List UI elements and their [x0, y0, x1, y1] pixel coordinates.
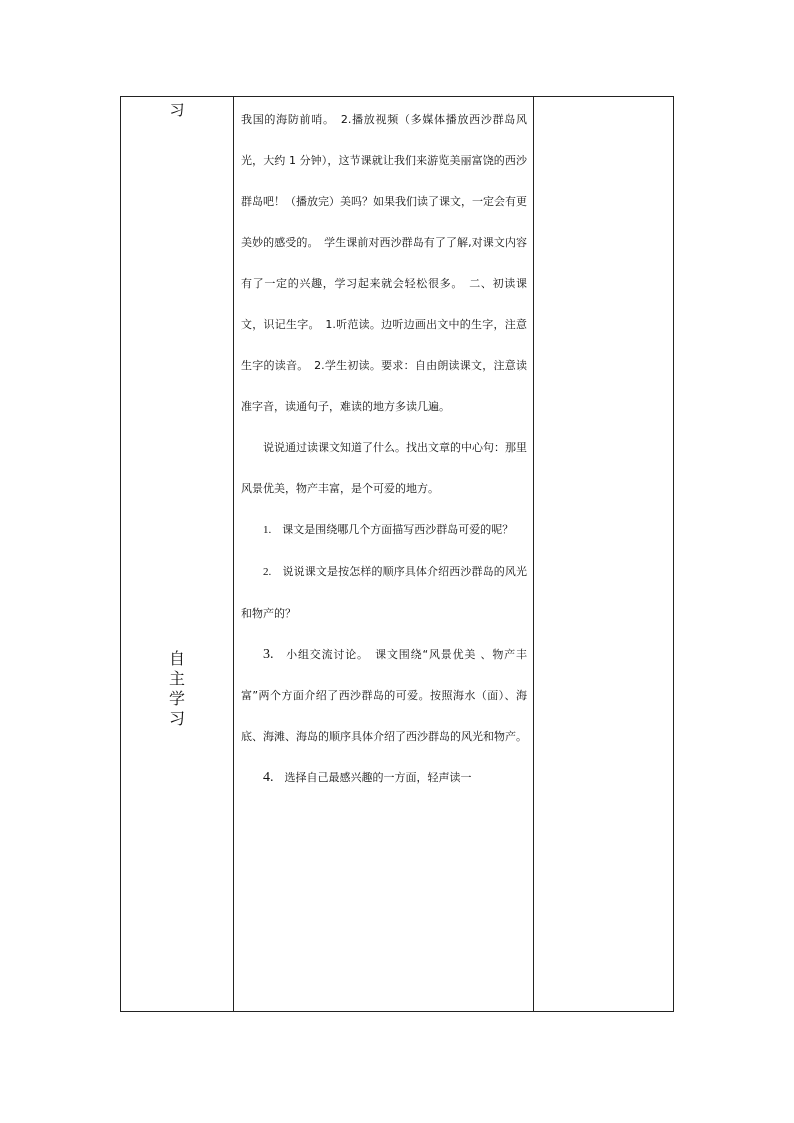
- notes-cell: [534, 97, 674, 1012]
- label-char: 学: [168, 689, 185, 708]
- label-char: 自: [168, 649, 185, 668]
- table-row: [121, 97, 674, 1012]
- intro-paragraph: 我国的海防前哨。 2.播放视频（多媒体播放西沙群岛风光，大约 1 分钟），这节课就让我们来游览美丽富饶的西沙群岛吧！（播放完）美吗？如果我们读了课文，一定会有更美妙的感受的。 学生课前对西沙群岛有了了解,对课文内容有了一定的兴趣，学习起来就会轻松很多。 二、初读课文，识记生字。 1.听范读。边听边画出文中的生字，注意生字的读音。 2.学生初读。要求：自由朗读课文，注意读准字音，读通句子，难读的地方多读几遍。: [241, 113, 527, 413]
- item-number: 1.: [263, 524, 272, 536]
- item-number: 4.: [263, 770, 274, 785]
- item-number: 3.: [263, 647, 274, 662]
- center-sentence-paragraph: 说说通过读课文知道了什么。找出文章的中心句：那里风景优美，物产丰富，是个可爱的地方。: [241, 441, 527, 495]
- question-item-2: [241, 551, 527, 634]
- item-text: 选择自己最感兴趣的一方面，轻声读一: [284, 771, 472, 784]
- question-item-1: [241, 509, 527, 551]
- teaching-content-cell: [234, 97, 534, 1012]
- item-text: 小组交流讨论。 课文围绕“风景优美 、物产丰富”两个方面介绍了西沙群岛的可爱。按照海水（面）、海底、海滩、海岛的顺序具体介绍了西沙群岛的风光和物产。: [241, 648, 527, 743]
- section-label-self-study: [121, 649, 233, 729]
- question-item-3: [241, 634, 527, 757]
- item-number: 2.: [263, 566, 272, 578]
- lesson-plan-table: [120, 96, 674, 1012]
- teaching-content-text: [241, 99, 527, 798]
- section-label-cell: [121, 97, 234, 1012]
- item-text: 说说课文是按怎样的顺序具体介绍西沙群岛的风光和物产的？: [241, 565, 528, 620]
- label-char: 主: [168, 669, 185, 688]
- question-item-4: [241, 757, 527, 798]
- label-char: 习: [168, 709, 185, 728]
- continued-label: 习: [169, 101, 185, 119]
- item-text: 课文是围绕哪几个方面描写西沙群岛可爱的呢？: [282, 523, 514, 536]
